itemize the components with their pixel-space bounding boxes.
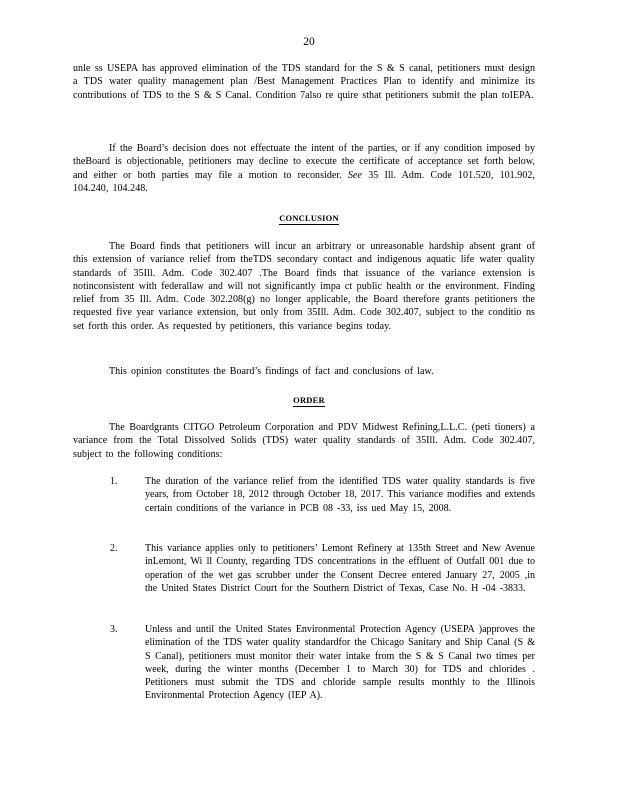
page-number: 20 [303, 36, 315, 48]
condition-text: The duration of the variance relief from the identified TDS water quality standards is five years, from October 18, 2012 through October 18, 2017. This variance modifies and extends certain conditions of the variance in PCB 08 -33, iss ued May 15, 2008. [145, 476, 535, 514]
paragraph-plan-requirement: unle ss USEPA has approved elimination of the TDS standard for the S & S canal, petitioners must design a TDS water quality management plan /Best Management Practices Plan to identify and minimize its contributions of TDS to the S & S Canal. Condition 7also re quire sthat petitioners submit the plan toIEPA. [73, 63, 535, 101]
paragraph-order: The Boardgrants CITGO Petroleum Corporation and PDV Midwest Refining,L.L.C. (peti tioners) a variance from the Total Dissolved Solids (TDS) water quality standards of 35Ill. Adm. Code 302.407, subject to the following conditions: [73, 422, 535, 460]
see-signal: See [347, 169, 363, 181]
condition-text: Unless and until the United States Environmental Protection Agency (USEPA )approves the elimination of the TDS water quality standardfor the Chicago Sanitary and Ship Canal (S & S Canal), petitioners must monitor their water intake from the S & S Canal two times per week, during the winter months (December 1 to March 30) for TDS and chlorides . Petitioners must submit the TDS and chloride sample results monthly to the Illinois Environmental Protection Agency (IEP A). [145, 624, 535, 702]
paragraph-certificate-text: If the Board’s decision does not effectuate the intent of the parties, or if any condition imposed by theBoard is objectionable, petitioners may decline to execute the certificate of acceptance set forth below, and either or both parties may file a motion to reconsider. [73, 143, 535, 181]
order-heading: ORDER [293, 395, 325, 405]
conclusion-heading: CONCLUSION [279, 213, 339, 223]
paragraph-certificate [73, 142, 535, 195]
paragraph-conclusion: The Board finds that petitioners will incur an arbitrary or unreasonable hardship absent grant of this extension of variance relief from theTDS secondary contact and indigenous aquatic life water quality standards of 35Ill. Adm. Code 302.407 .The Board finds that issuance of the variance extension is notinconsistent with federallaw and will not significantly impa ct public health or the environment. Finding relief from 35 Ill. Adm. Code 302.208(g) no longer applicable, the Board therefore grants petitioners the requested five year variance extension, but only from 35Ill. Adm. Code 302.407, subject to the conditio ns set forth this order. As requested by petitioners, this variance begins today. [73, 241, 535, 332]
condition-number: 1. [110, 476, 118, 487]
citation-text: 35 Ill. Adm. Code 101.520, 101.902, 104.240, 104.248. [73, 169, 535, 194]
condition-number: 2. [110, 543, 118, 554]
paragraph-opinion: This opinion constitutes the Board’s findings of fact and conclusions of law. [109, 366, 434, 377]
condition-text: This variance applies only to petitioners’ Lemont Refinery at 135th Street and New Avenue inLemont, Wi ll County, regarding TDS concentrations in the effluent of Outfall 001 due to operation of the wet gas scrubber under the Consent Decree entered January 27, 2005 ,in the United States District Court for the Southern District of Texas, Case No. H -04 -3833. [145, 543, 535, 594]
condition-number: 3. [110, 624, 118, 635]
